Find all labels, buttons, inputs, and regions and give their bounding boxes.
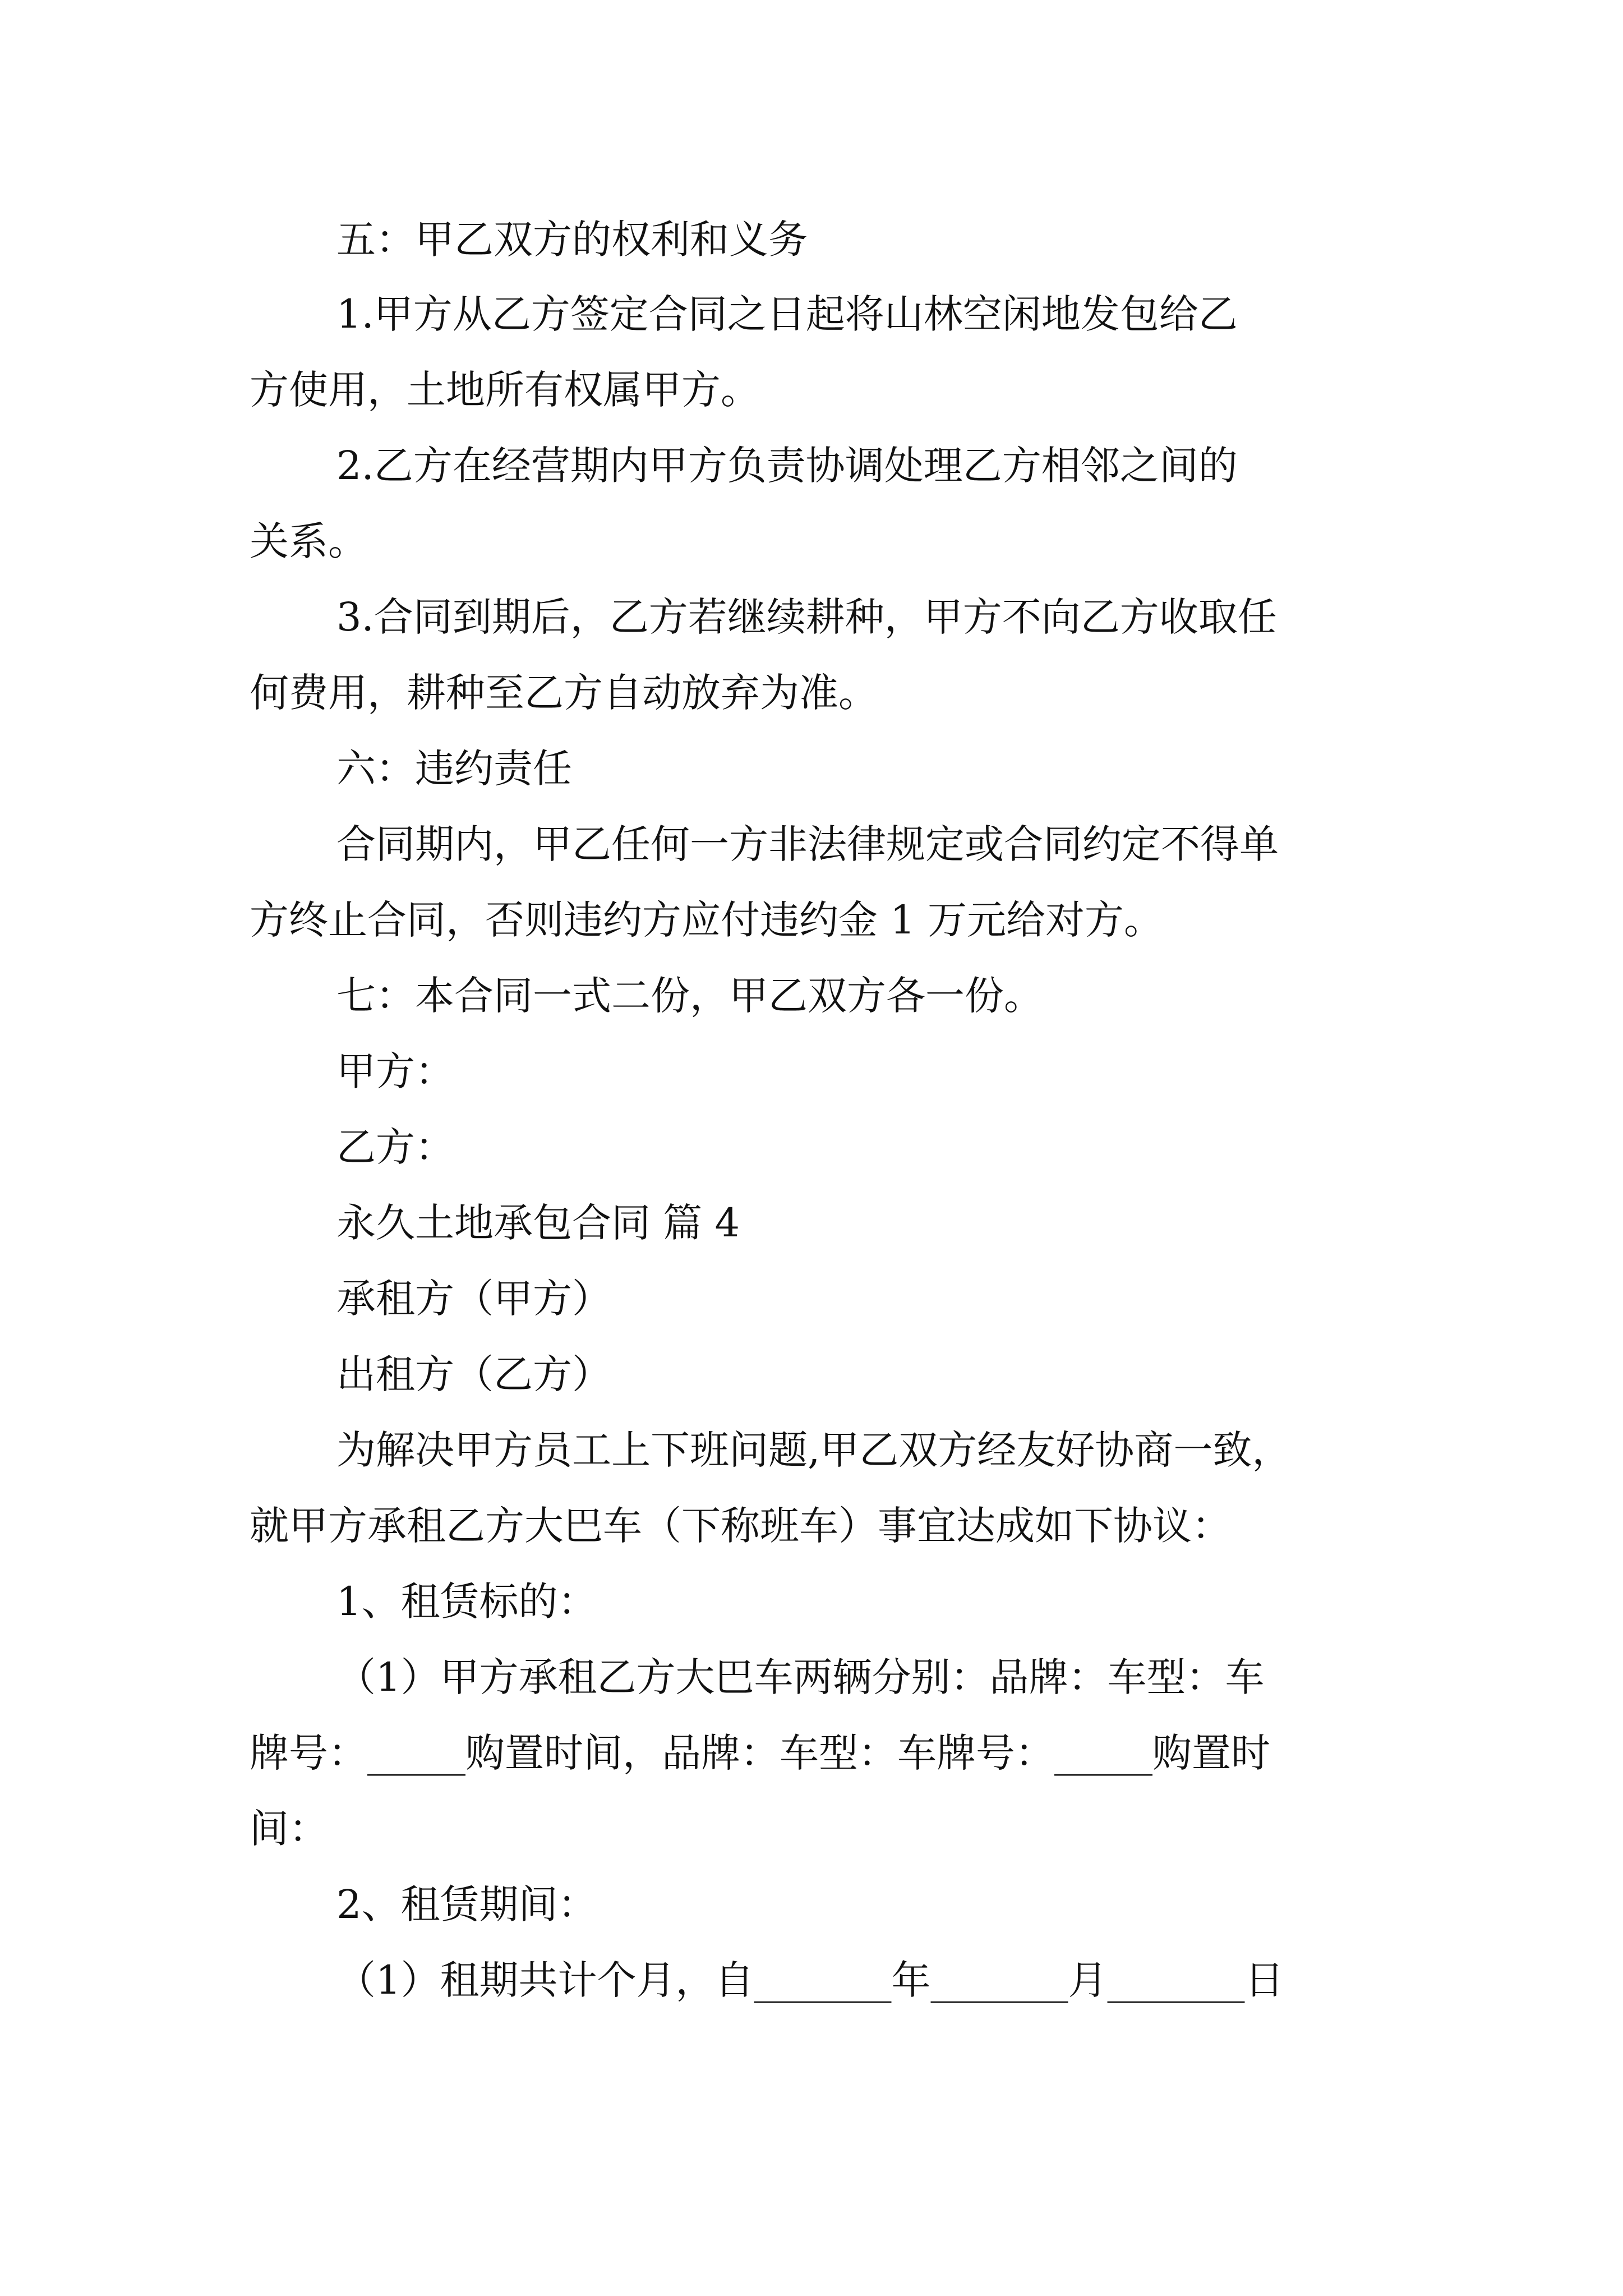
preamble-line-2: 就甲方承租乙方大巴车（下称班车）事宜达成如下协议： bbox=[250, 1503, 1231, 1549]
section-7-heading: 七：本合同一式二份，甲乙双方各一份。 bbox=[336, 973, 1043, 1019]
article-1-1-line-2: 牌号：_____购置时间，品牌：车型：车牌号：_____购置时 bbox=[250, 1730, 1270, 1776]
article-2-1-line-1: （1）租期共计个月，自_______年_______月_______日 bbox=[336, 1957, 1284, 2003]
lessor-line: 出租方（乙方） bbox=[336, 1351, 611, 1397]
section-6-body-line-1: 合同期内，甲乙任何一方非法律规定或合同约定不得单 bbox=[336, 821, 1279, 867]
clause-5-1-line-2: 方使用，土地所有权属甲方。 bbox=[250, 367, 760, 413]
article-1-heading: 1、租赁标的： bbox=[336, 1579, 597, 1625]
party-a-signature-line: 甲方： bbox=[336, 1048, 454, 1094]
article-1-1-line-1: （1）甲方承租乙方大巴车两辆分别：品牌：车型：车 bbox=[336, 1654, 1265, 1700]
clause-5-1-line-1: 1.甲方从乙方签定合同之日起将山林空闲地发包给乙 bbox=[336, 291, 1238, 337]
contract-4-title: 永久土地承包合同 篇 4 bbox=[336, 1200, 740, 1246]
party-b-signature-line: 乙方： bbox=[336, 1124, 454, 1170]
article-1-1-line-3: 间： bbox=[250, 1806, 328, 1852]
section-5-heading: 五：甲乙双方的权利和义务 bbox=[336, 217, 808, 263]
clause-5-3-line-2: 何费用，耕种至乙方自动放弃为准。 bbox=[250, 670, 878, 716]
clause-5-2-line-2: 关系。 bbox=[250, 518, 367, 564]
preamble-line-1: 为解决甲方员工上下班问题,甲乙双方经友好协商一致， bbox=[336, 1427, 1292, 1473]
article-2-heading: 2、租赁期间： bbox=[336, 1881, 597, 1927]
section-6-body-line-2: 方终止合同，否则违约方应付违约金 1 万元给对方。 bbox=[250, 897, 1164, 943]
clause-5-3-line-1: 3.合同到期后，乙方若继续耕种，甲方不向乙方收取任 bbox=[336, 594, 1277, 640]
lessee-line: 承租方（甲方） bbox=[336, 1276, 611, 1322]
section-6-heading: 六：违约责任 bbox=[336, 746, 572, 792]
clause-5-2-line-1: 2.乙方在经营期内甲方负责协调处理乙方相邻之间的 bbox=[336, 443, 1238, 489]
